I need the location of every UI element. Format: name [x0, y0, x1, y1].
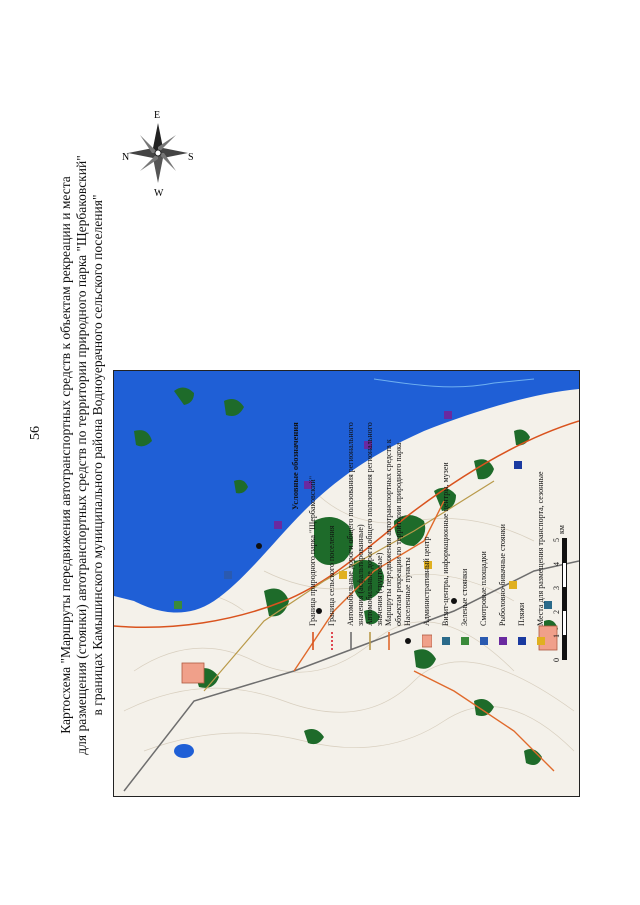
legend-item — [479, 420, 489, 650]
title-line-2: для размещения (стоянки) автотранспортных средств по территории природного парка "Щербаковский" — [74, 155, 89, 755]
scale-tick-label: 5 — [552, 538, 561, 542]
legend-label: Административный центр — [422, 536, 431, 626]
legend-symbol-icon — [346, 632, 356, 650]
legend-label: Граница природного парка "Щербаковский" — [308, 476, 317, 626]
legend-item — [365, 420, 385, 650]
legend-item — [384, 420, 404, 650]
legend-item — [422, 420, 432, 650]
legend-symbol-icon — [384, 632, 394, 650]
legend-label: Зеленые стоянки — [460, 568, 469, 626]
compass-e: E — [154, 110, 161, 121]
legend-label: Автомобильные дороги общего пользования регионального значения (грунтовые) — [365, 422, 384, 626]
small-lake — [174, 744, 194, 758]
settlement-dot[interactable] — [256, 543, 262, 549]
legend-item — [498, 420, 508, 650]
scale-tick-label: 1 — [552, 634, 561, 638]
legend-item — [517, 420, 527, 650]
legend-label: Автомобильные дороги общего пользования регионального значения (асфальтированные) — [346, 422, 365, 626]
fish-icon — [498, 632, 508, 650]
legend-item — [536, 420, 546, 650]
viewpoint-icon[interactable] — [224, 571, 232, 579]
map-legend — [290, 230, 566, 662]
scale-tick-label: 4 — [552, 562, 561, 566]
legend-label: Визит-центры, информационные центры, музеи — [441, 462, 450, 626]
legend-label: Граница сельского поселения — [327, 525, 336, 626]
title-line-1: Картосхема "Маршруты передвижения автотранспортных средств к объектам рекреации и места — [58, 176, 73, 734]
scale-tick-label: 3 — [552, 586, 561, 590]
page-number: 56 — [28, 426, 43, 440]
legend-item — [403, 420, 413, 650]
legend-item — [441, 420, 451, 650]
legend-label: Рыболовно-бивачные стоянки — [498, 524, 507, 626]
scale-unit: км — [557, 525, 566, 534]
legend-label: Маршруты передвижения автотранспортных средств к объектам рекреации по территории природного парка — [384, 439, 403, 626]
title-line-3: в границах Камышинского муниципального района Водноуерачного сельского поселения" — [90, 194, 105, 716]
tent-icon — [460, 632, 470, 650]
admin-center[interactable] — [182, 663, 204, 683]
legend-item — [460, 420, 470, 650]
green-camp-icon[interactable] — [174, 601, 182, 609]
legend-item — [346, 420, 366, 650]
compass-s: S — [188, 152, 194, 163]
legend-item — [327, 420, 337, 650]
info-icon — [441, 632, 451, 650]
scale-bar — [552, 360, 572, 660]
legend-symbol-icon — [365, 632, 375, 650]
compass-n: N — [122, 152, 130, 163]
compass-w: W — [154, 188, 164, 198]
legend-symbol-icon — [327, 632, 337, 650]
legend-label: Населенные пункты — [403, 557, 412, 626]
legend-symbol-icon — [308, 632, 318, 650]
legend-symbol-icon — [422, 632, 432, 650]
legend-label: Смотровые площадки — [479, 551, 488, 626]
compass-rose — [118, 108, 198, 198]
binoculars-icon — [479, 632, 489, 650]
fishing-camp-icon[interactable] — [274, 521, 282, 529]
scale-tick-label: 2 — [552, 610, 561, 614]
legend-title: Условные обозначения — [290, 422, 300, 510]
legend-item — [308, 420, 318, 650]
map-title — [58, 65, 106, 845]
legend-label: Места для размещения транспорта, сезонные — [536, 471, 545, 626]
legend-symbol-icon — [403, 632, 413, 650]
scale-tick-label: 0 — [552, 658, 561, 662]
parking-icon — [536, 632, 546, 650]
legend-label: Пляжи — [517, 602, 526, 626]
beach-icon — [517, 632, 527, 650]
